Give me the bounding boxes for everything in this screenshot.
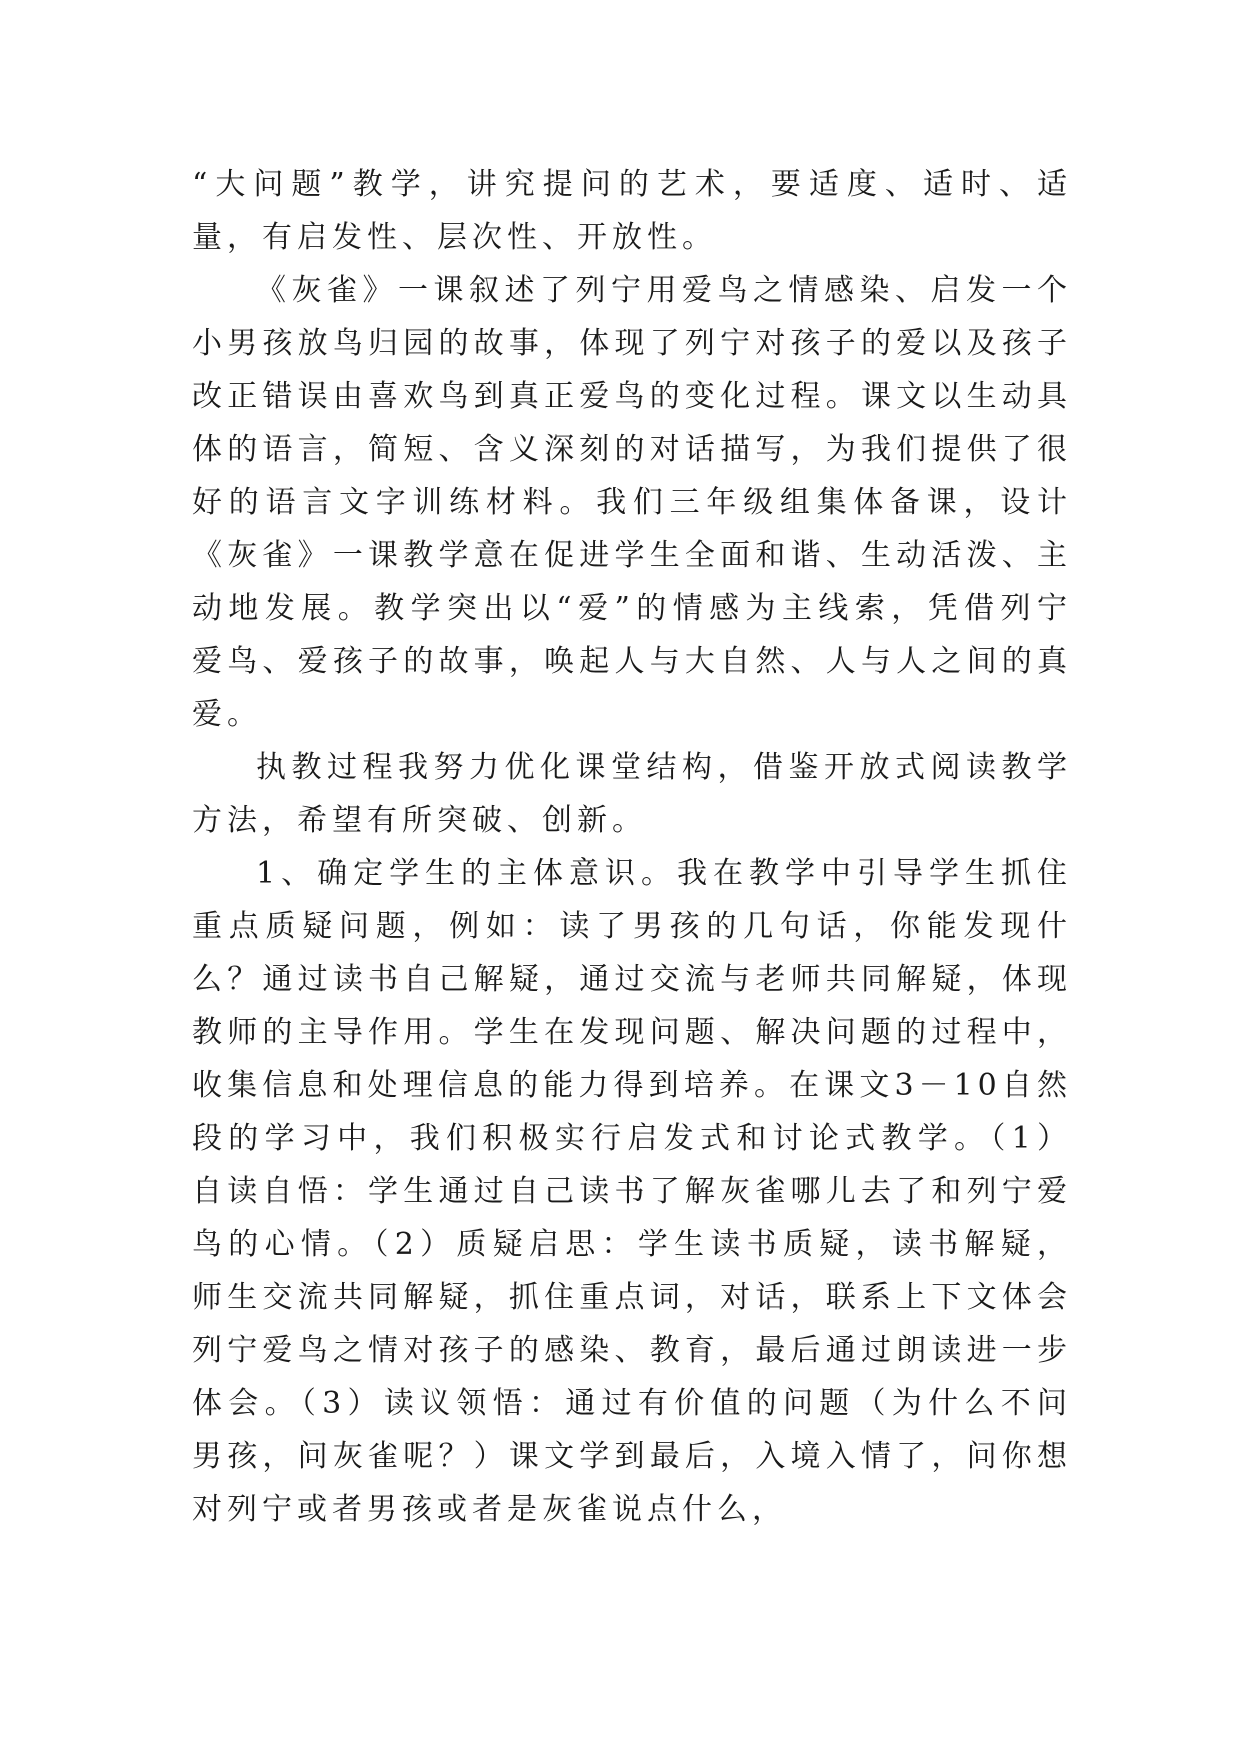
paragraph-4: 1、确定学生的主体意识。我在教学中引导学生抓住重点质疑问题，例如：读了男孩的几句话，你能发现什么？通过读书自己解疑，通过交流与老师共同解疑，体现教师的主导作用。学生在发现问题、解决问题的过程中，收集信息和处理信息的能力得到培养。在课文3－10自然段的学习中，我们积极实行启发式和讨论式教学。（1）自读自悟：学生通过自己读书了解灰雀哪儿去了和列宁爱鸟的心情。（2）质疑启思：学生读书质疑，读书解疑，师生交流共同解疑，抓住重点词，对话，联系上下文体会列宁爱鸟之情对孩子的感染、教育，最后通过朗读进一步体会。（3）读议领悟：通过有价值的问题（为什么不问男孩，问灰雀呢？）课文学到最后，入境入情了，问你想对列宁或者男孩或者是灰雀说点什么， bbox=[192, 856, 1072, 1527]
paragraph-1: “大问题”教学，讲究提问的艺术，要适度、适时、适量，有启发性、层次性、开放性。 bbox=[192, 167, 1072, 255]
paragraph-3: 执教过程我努力优化课堂结构，借鉴开放式阅读教学方法，希望有所突破、创新。 bbox=[192, 750, 1072, 838]
document-body bbox=[192, 158, 1072, 1536]
paragraph-2: 《灰雀》一课叙述了列宁用爱鸟之情感染、启发一个小男孩放鸟归园的故事，体现了列宁对孩子的爱以及孩子改正错误由喜欢鸟到真正爱鸟的变化过程。课文以生动具体的语言，简短、含义深刻的对话描写，为我们提供了很好的语言文字训练材料。我们三年级组集体备课，设计《灰雀》一课教学意在促进学生全面和谐、生动活泼、主动地发展。教学突出以“爱”的情感为主线索，凭借列宁爱鸟、爱孩子的故事，唤起人与大自然、人与人之间的真爱。 bbox=[192, 273, 1072, 732]
